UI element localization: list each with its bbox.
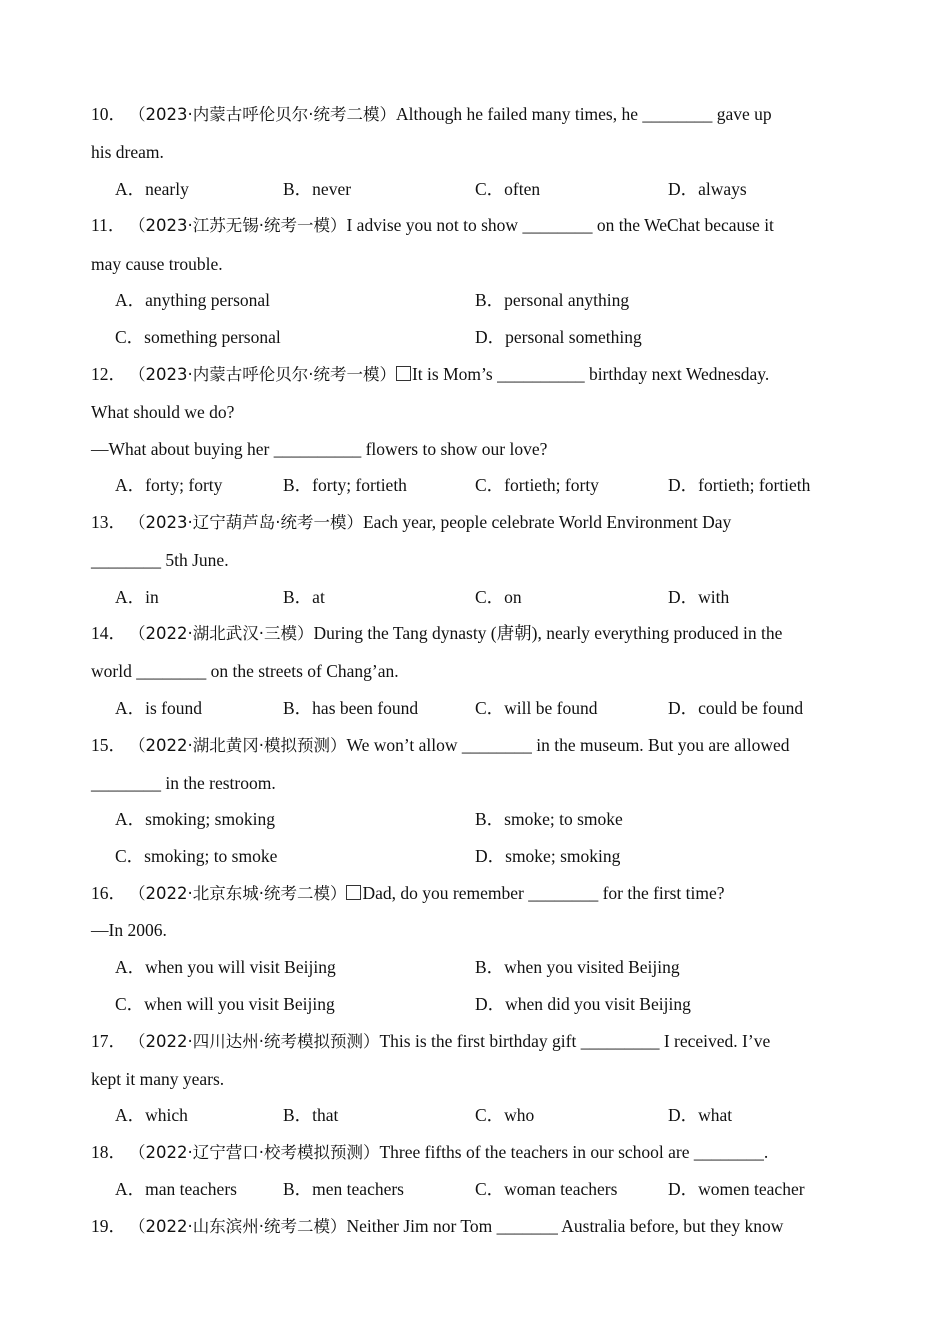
question-source: （2022·辽宁营口·校考模拟预测） <box>129 1143 380 1162</box>
option-c: C．woman teachers <box>475 1179 618 1199</box>
question-stem: Although he failed many times, he ________ gave up <box>395 104 772 124</box>
option-b: B．men teachers <box>283 1179 404 1199</box>
option-b: B．never <box>283 179 352 199</box>
option-d: D．always <box>668 179 747 199</box>
question-17-line-1 <box>91 1030 870 1053</box>
option-c: C．smoking; to smoke <box>115 846 278 866</box>
option-c: C．who <box>475 1105 535 1125</box>
option-b: B．forty; fortieth <box>283 475 407 495</box>
question-stem: Neither Jim nor Tom _______ Australia before, but they know <box>346 1216 784 1236</box>
question-12-line-3: —What about buying her __________ flowers to show our love? <box>91 439 548 459</box>
question-number: 11． <box>91 215 126 235</box>
option-d: D．what <box>668 1105 733 1125</box>
question-stem: During the Tang dynasty (唐朝), nearly everything produced in the <box>313 623 783 643</box>
option-d: D．with <box>668 587 730 607</box>
question-source: （2022·湖北黄冈·模拟预测） <box>129 736 347 755</box>
option-a: A．when you will visit Beijing <box>115 957 336 977</box>
option-c: C．often <box>475 179 541 199</box>
question-12-line-1 <box>91 363 870 386</box>
question-stem: We won’t allow ________ in the museum. But you are allowed <box>346 735 790 755</box>
option-d: D．women teacher <box>668 1179 805 1199</box>
question-source: （2023·内蒙古呼伦贝尔·统考一模） <box>129 365 396 384</box>
question-stem: This is the first birthday gift _________ I received. I’ve <box>379 1031 771 1051</box>
question-stem: It is Mom’s __________ birthday next Wednesday. <box>411 364 770 384</box>
option-d: D．smoke; smoking <box>475 846 621 866</box>
option-c: C．something personal <box>115 327 281 347</box>
question-stem: I advise you not to show ________ on the WeChat because it <box>346 215 774 235</box>
question-number: 10． <box>91 104 126 124</box>
option-d: D．personal something <box>475 327 642 347</box>
question-16-line-2: —In 2006. <box>91 920 167 940</box>
question-16-line-1 <box>91 882 870 905</box>
question-14-line-2: world ________ on the streets of Chang’an. <box>91 661 399 681</box>
option-c: C．when will you visit Beijing <box>115 994 335 1014</box>
question-13-line-2: ________ 5th June. <box>91 550 229 570</box>
question-11-line-1 <box>91 214 870 237</box>
option-d: D．when did you visit Beijing <box>475 994 691 1014</box>
question-source: （2022·湖北武汉·三模） <box>129 624 314 643</box>
option-b: B．at <box>283 587 325 607</box>
option-a: A．forty; forty <box>115 475 223 495</box>
question-stem: Each year, people celebrate World Environment Day <box>362 512 732 532</box>
question-stem: Dad, do you remember ________ for the first time? <box>362 883 725 903</box>
option-a: A．in <box>115 587 159 607</box>
question-source: （2023·内蒙古呼伦贝尔·统考二模） <box>129 105 396 124</box>
question-15-line-2: ________ in the restroom. <box>91 773 276 793</box>
question-source: （2023·辽宁葫芦岛·统考一模） <box>129 513 363 532</box>
option-a: A．man teachers <box>115 1179 237 1199</box>
option-a: A．smoking; smoking <box>115 809 275 829</box>
option-b: B．smoke; to smoke <box>475 809 623 829</box>
question-12-line-2: What should we do? <box>91 402 235 422</box>
option-c: C．will be found <box>475 698 598 718</box>
question-number: 19． <box>91 1216 126 1236</box>
question-17-line-2: kept it many years. <box>91 1069 225 1089</box>
question-number: 15． <box>91 735 126 755</box>
option-c: C．fortieth; forty <box>475 475 599 495</box>
question-number: 13． <box>91 512 126 532</box>
question-source: （2022·山东滨州·统考二模） <box>129 1217 347 1236</box>
question-number: 16． <box>91 883 126 903</box>
question-source: （2022·四川达州·统考模拟预测） <box>129 1032 380 1051</box>
question-number: 17． <box>91 1031 126 1051</box>
question-13-line-1 <box>91 511 870 534</box>
question-15-line-1 <box>91 734 870 757</box>
option-b: B．has been found <box>283 698 419 718</box>
option-a: A．anything personal <box>115 290 271 310</box>
question-19-line-1 <box>91 1215 870 1238</box>
question-number: 14． <box>91 623 126 643</box>
option-b: B．when you visited Beijing <box>475 957 680 977</box>
option-a: A．nearly <box>115 179 189 199</box>
option-b: B．personal anything <box>475 290 630 310</box>
option-a: A．is found <box>115 698 203 718</box>
question-14-line-1 <box>91 622 870 645</box>
question-10-line-1 <box>91 103 870 126</box>
question-10-line-2: his dream. <box>91 142 164 162</box>
question-number: 12． <box>91 364 126 384</box>
option-d: D．fortieth; fortieth <box>668 475 811 495</box>
missing-glyph-box <box>346 885 361 900</box>
question-source: （2022·北京东城·统考二模） <box>129 884 347 903</box>
question-11-line-2: may cause trouble. <box>91 254 223 274</box>
option-b: B．that <box>283 1105 339 1125</box>
question-18-line-1 <box>91 1141 870 1164</box>
option-a: A．which <box>115 1105 188 1125</box>
option-d: D．could be found <box>668 698 804 718</box>
question-source: （2023·江苏无锡·统考一模） <box>129 216 347 235</box>
question-stem: Three fifths of the teachers in our school are ________. <box>379 1142 769 1162</box>
missing-glyph-box <box>396 366 411 381</box>
option-c: C．on <box>475 587 522 607</box>
question-number: 18． <box>91 1142 126 1162</box>
